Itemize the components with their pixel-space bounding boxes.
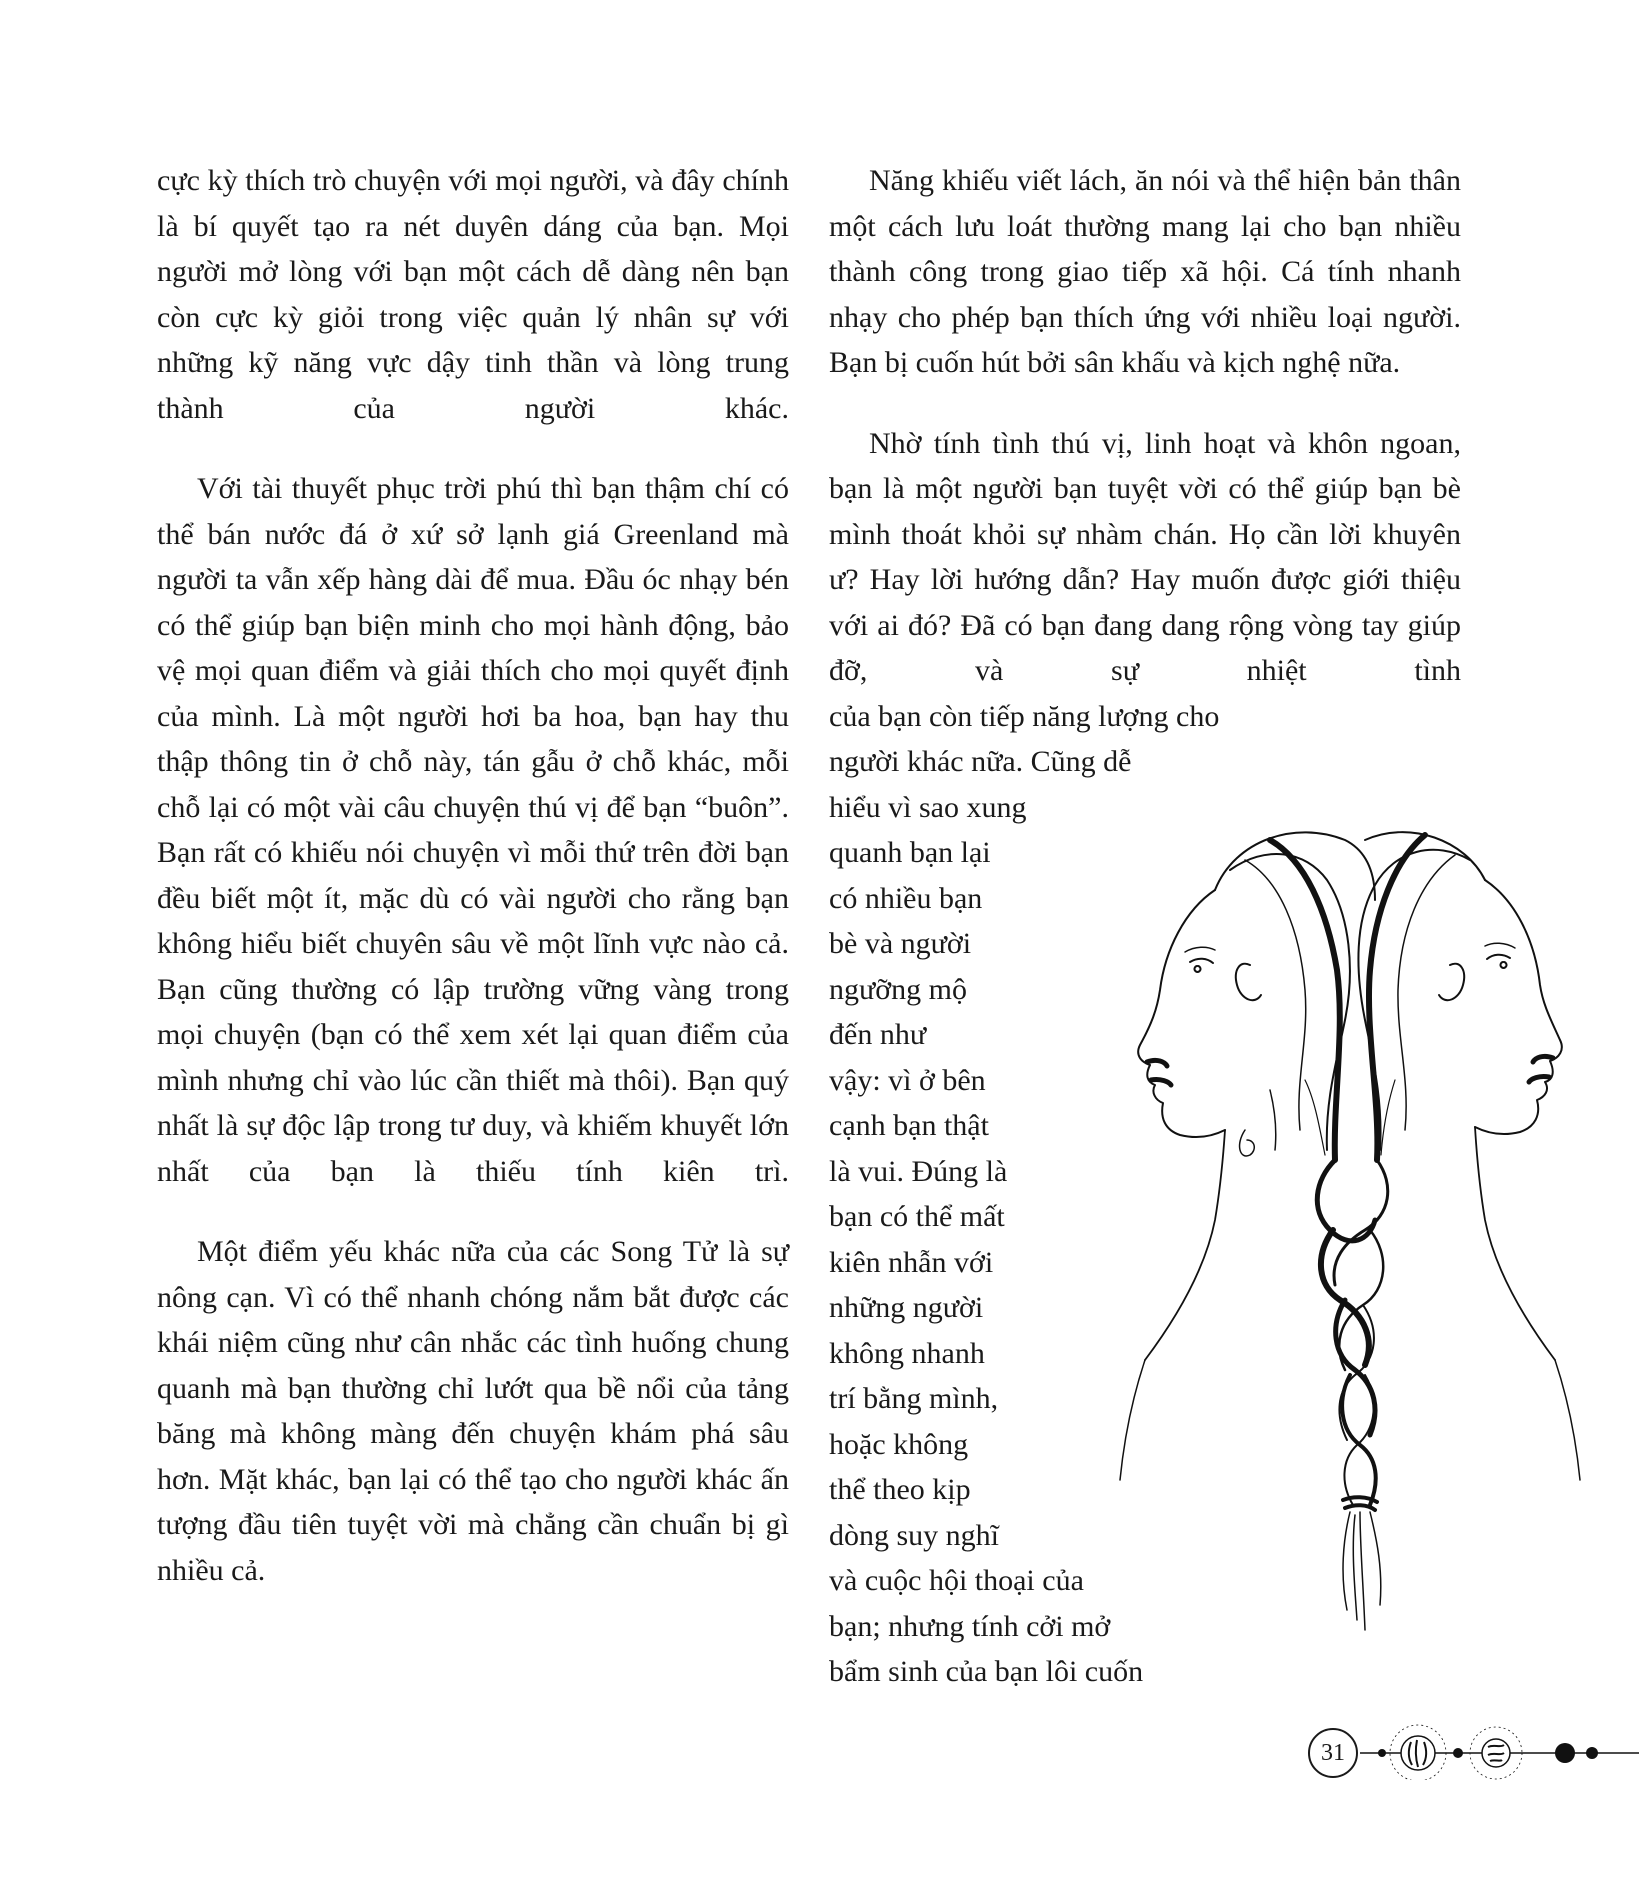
- text-line: vậy: vì ở bên: [829, 1063, 986, 1097]
- text-line: quanh bạn lại: [829, 836, 991, 869]
- text-line: kiên nhẫn với: [829, 1245, 994, 1279]
- paragraph: Với tài thuyết phục trời phú thì bạn thậm chí có thể bán nước đá ở xứ sở lạnh giá Greenland mà người ta vẫn xếp hàng dài để mua. Đầu óc nhạy bén có thể giúp bạn biện minh cho mọi hành động, bảo vệ mọi quan điểm và giải thích cho mọi quyết định của mình. Là một người hơi ba hoa, bạn hay thu thập thông tin ở chỗ này, tán gẫu ở chỗ khác, mỗi chỗ lại có một vài câu chuyện thú vị để bạn “buôn”. Bạn rất có khiếu nói chuyện vì mỗi thứ trên đời bạn đều biết một ít, mặc dù có vài người cho rằng bạn không hiểu biết chuyên sâu về một lĩnh vực nào cả. Bạn cũng thường có lập trường vững vàng trong mọi chuyện (bạn có thể xem xét lại quan điểm của mình nhưng chỉ vào lúc cần thiết mà thôi). Bạn quý nhất là sự độc lập trong tư duy, và khiếm khuyết lớn nhất của bạn là thiếu tính kiên trì.: [157, 472, 789, 1188]
- twin-profiles-braid-illustration: [1065, 800, 1625, 1660]
- page-number: 31: [1308, 1728, 1358, 1778]
- text-line: bạn có thể mất: [829, 1200, 1005, 1233]
- text-line: người khác nữa. Cũng dễ: [829, 745, 1132, 778]
- text-line: ngưỡng mộ: [829, 972, 967, 1006]
- text-line: và cuộc hội thoại của: [829, 1564, 1084, 1597]
- text-line: là vui. Đúng là: [829, 1154, 1008, 1188]
- text-line: không nhanh: [829, 1336, 985, 1370]
- left-text-column: [157, 158, 789, 1628]
- text-line: trí bằng mình,: [829, 1382, 999, 1415]
- text-line: bè và người: [829, 927, 972, 960]
- text-line: cạnh bạn thật: [829, 1109, 989, 1142]
- paragraph: Nhờ tính tình thú vị, linh hoạt và khôn ngoan, bạn là một người bạn tuyệt vời có thể giúp bạn bè mình thoát khỏi sự nhàm chán. Họ cần lời khuyên ư? Hay lời hướng dẫn? Hay muốn được giới thiệu với ai đó? Đã có bạn đang dang rộng vòng tay giúp đỡ, và sự nhiệt tình: [829, 426, 1461, 687]
- text-line: những người: [829, 1291, 984, 1324]
- text-line: có nhiều bạn: [829, 881, 983, 915]
- text-line: bẩm sinh của bạn lôi cuốn: [829, 1655, 1144, 1688]
- paragraph: Năng khiếu viết lách, ăn nói và thể hiện bản thân một cách lưu loát thường mang lại cho bạn nhiều thành công trong giao tiếp xã hội. Cá tính nhanh nhạy cho phép bạn thích ứng với nhiều loại người. Bạn bị cuốn hút bởi sân khấu và kịch nghệ nữa.: [829, 164, 1461, 379]
- text-line: bạn; nhưng tính cởi mở: [829, 1609, 1111, 1643]
- text-line: hoặc không: [829, 1427, 969, 1461]
- text-line: dòng suy nghĩ: [829, 1518, 1000, 1552]
- text-line: của bạn còn tiếp năng lượng cho: [829, 699, 1220, 733]
- paragraph: Một điểm yếu khác nữa của các Song Tử là sự nông cạn. Vì có thể nhanh chóng nắm bắt được các khái niệm cũng như cân nhắc các tình huống chung quanh mà bạn thường chỉ lướt qua bề nổi của tảng băng mà không màng đến chuyện khám phá sâu hơn. Mặt khác, bạn lại có thể tạo cho người khác ấn tượng đầu tiên tuyệt vời mà chẳng cần chuẩn bị gì nhiều cả.: [157, 1235, 789, 1587]
- text-line: hiểu vì sao xung: [829, 790, 1027, 824]
- zodiac-ornament-icon: [1300, 1720, 1639, 1780]
- page-footer: [1300, 1720, 1639, 1780]
- paragraph: cực kỳ thích trò chuyện với mọi người, và đây chính là bí quyết tạo ra nét duyên dáng của bạn. Mọi người mở lòng với bạn một cách dễ dàng nên bạn còn cực kỳ giỏi trong việc quản lý nhân sự với những kỹ năng vực dậy tinh thần và lòng trung thành của người khác.: [157, 164, 789, 425]
- text-line: đến như: [829, 1018, 927, 1051]
- text-line: thể theo kịp: [829, 1473, 971, 1506]
